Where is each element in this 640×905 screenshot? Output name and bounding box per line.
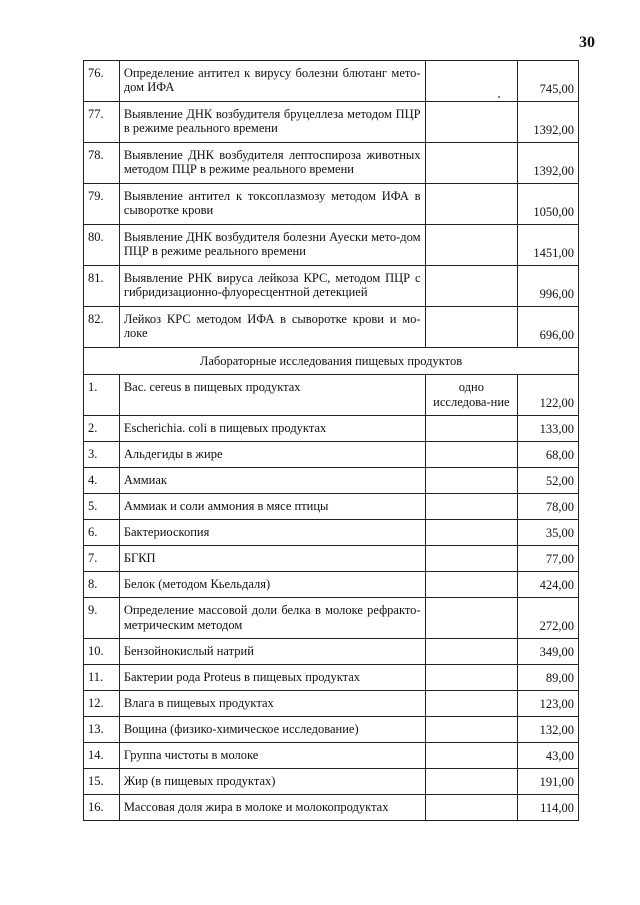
row-unit	[425, 494, 518, 520]
row-name: Альдегиды в жире	[119, 442, 425, 468]
row-unit	[425, 143, 518, 184]
row-name: Группа чистоты в молоке	[119, 743, 425, 769]
row-number: 1.	[84, 375, 120, 416]
row-price: 1392,00	[518, 143, 579, 184]
row-unit	[425, 665, 518, 691]
row-unit	[425, 639, 518, 665]
table-row	[84, 225, 579, 266]
table-row	[84, 307, 579, 348]
row-unit	[425, 691, 518, 717]
row-number: 7.	[84, 546, 120, 572]
row-number: 15.	[84, 769, 120, 795]
row-number: 5.	[84, 494, 120, 520]
table-row	[84, 143, 579, 184]
row-unit	[425, 717, 518, 743]
row-unit	[425, 307, 518, 348]
row-price: 77,00	[518, 546, 579, 572]
table-row	[84, 598, 579, 639]
row-number: 78.	[84, 143, 120, 184]
row-number: 9.	[84, 598, 120, 639]
row-unit	[425, 61, 518, 102]
table-row	[84, 546, 579, 572]
scan-dot-mark	[498, 96, 500, 98]
table-row	[84, 375, 579, 416]
row-name: Выявление ДНК возбудителя лептоспироза животных методом ПЦР в режиме реального времени	[119, 143, 425, 184]
row-price: 996,00	[518, 266, 579, 307]
row-price: 745,00	[518, 61, 579, 102]
table-row	[84, 639, 579, 665]
row-name: Бактерии рода Proteus в пищевых продуктах	[119, 665, 425, 691]
row-price: 123,00	[518, 691, 579, 717]
row-unit	[425, 546, 518, 572]
row-name: Escherichia. coli в пищевых продуктах	[119, 416, 425, 442]
row-number: 6.	[84, 520, 120, 546]
row-price: 78,00	[518, 494, 579, 520]
row-unit	[425, 743, 518, 769]
row-name: Выявление ДНК возбудителя бруцеллеза методом ПЦР в режиме реального времени	[119, 102, 425, 143]
table-row	[84, 416, 579, 442]
row-name: Аммиак и соли аммония в мясе птицы	[119, 494, 425, 520]
row-unit	[425, 266, 518, 307]
table-row	[84, 691, 579, 717]
row-number: 11.	[84, 665, 120, 691]
row-number: 10.	[84, 639, 120, 665]
row-number: 2.	[84, 416, 120, 442]
row-price: 696,00	[518, 307, 579, 348]
row-name: Bac. cereus в пищевых продуктах	[119, 375, 425, 416]
upper-rows	[84, 61, 579, 348]
row-name: Бактериоскопия	[119, 520, 425, 546]
table-row	[84, 468, 579, 494]
row-price: 191,00	[518, 769, 579, 795]
row-price: 89,00	[518, 665, 579, 691]
row-unit	[425, 795, 518, 821]
row-name: Определение антител к вирусу болезни блютанг мето-дом ИФА	[119, 61, 425, 102]
row-number: 76.	[84, 61, 120, 102]
row-name: Массовая доля жира в молоке и молокопродуктах	[119, 795, 425, 821]
table-row	[84, 520, 579, 546]
page-number: 30	[579, 34, 595, 51]
row-price: 43,00	[518, 743, 579, 769]
section-header-row	[84, 348, 579, 375]
row-price: 349,00	[518, 639, 579, 665]
row-price: 1050,00	[518, 184, 579, 225]
table-row	[84, 102, 579, 143]
row-unit	[425, 416, 518, 442]
row-price: 132,00	[518, 717, 579, 743]
row-number: 4.	[84, 468, 120, 494]
row-price: 52,00	[518, 468, 579, 494]
row-name: Бензойнокислый натрий	[119, 639, 425, 665]
table-row	[84, 717, 579, 743]
row-unit: одно исследова-ние	[425, 375, 518, 416]
row-price: 1392,00	[518, 102, 579, 143]
row-name: Лейкоз КРС методом ИФА в сыворотке крови и мо-локе	[119, 307, 425, 348]
row-number: 3.	[84, 442, 120, 468]
row-number: 79.	[84, 184, 120, 225]
section-block	[84, 348, 579, 375]
table-row	[84, 494, 579, 520]
row-unit	[425, 184, 518, 225]
row-unit	[425, 102, 518, 143]
table-row	[84, 442, 579, 468]
row-number: 77.	[84, 102, 120, 143]
table-row	[84, 743, 579, 769]
row-name: Определение массовой доли белка в молоке рефракто-метрическим методом	[119, 598, 425, 639]
table-row	[84, 665, 579, 691]
row-name: Белок (методом Кьельдаля)	[119, 572, 425, 598]
row-price: 35,00	[518, 520, 579, 546]
table-row	[84, 572, 579, 598]
table-row	[84, 795, 579, 821]
row-number: 82.	[84, 307, 120, 348]
table-row	[84, 266, 579, 307]
table-row	[84, 184, 579, 225]
row-number: 14.	[84, 743, 120, 769]
row-price: 133,00	[518, 416, 579, 442]
row-unit	[425, 520, 518, 546]
table-row	[84, 769, 579, 795]
row-price: 1451,00	[518, 225, 579, 266]
row-price: 114,00	[518, 795, 579, 821]
lower-rows	[84, 375, 579, 821]
row-number: 81.	[84, 266, 120, 307]
row-unit	[425, 442, 518, 468]
row-number: 16.	[84, 795, 120, 821]
row-name: БГКП	[119, 546, 425, 572]
row-name: Влага в пищевых продуктах	[119, 691, 425, 717]
row-name: Выявление антител к токсоплазмозу методом ИФА в сыворотке крови	[119, 184, 425, 225]
row-name: Аммиак	[119, 468, 425, 494]
row-price: 122,00	[518, 375, 579, 416]
row-name: Выявление РНК вируса лейкоза КРС, методом ПЦР с гибридизационно-флуоресцентной детекцией	[119, 266, 425, 307]
row-price: 272,00	[518, 598, 579, 639]
row-name: Вощина (физико-химическое исследование)	[119, 717, 425, 743]
row-unit	[425, 769, 518, 795]
price-table	[83, 60, 579, 821]
row-number: 80.	[84, 225, 120, 266]
row-unit	[425, 468, 518, 494]
row-price: 68,00	[518, 442, 579, 468]
row-name: Жир (в пищевых продуктах)	[119, 769, 425, 795]
row-number: 13.	[84, 717, 120, 743]
row-unit	[425, 225, 518, 266]
row-unit	[425, 598, 518, 639]
row-price: 424,00	[518, 572, 579, 598]
section-title: Лабораторные исследования пищевых продуктов	[84, 348, 579, 375]
table-row	[84, 61, 579, 102]
row-name: Выявление ДНК возбудителя болезни Ауески мето-дом ПЦР в режиме реального времени	[119, 225, 425, 266]
row-number: 12.	[84, 691, 120, 717]
row-number: 8.	[84, 572, 120, 598]
row-unit	[425, 572, 518, 598]
